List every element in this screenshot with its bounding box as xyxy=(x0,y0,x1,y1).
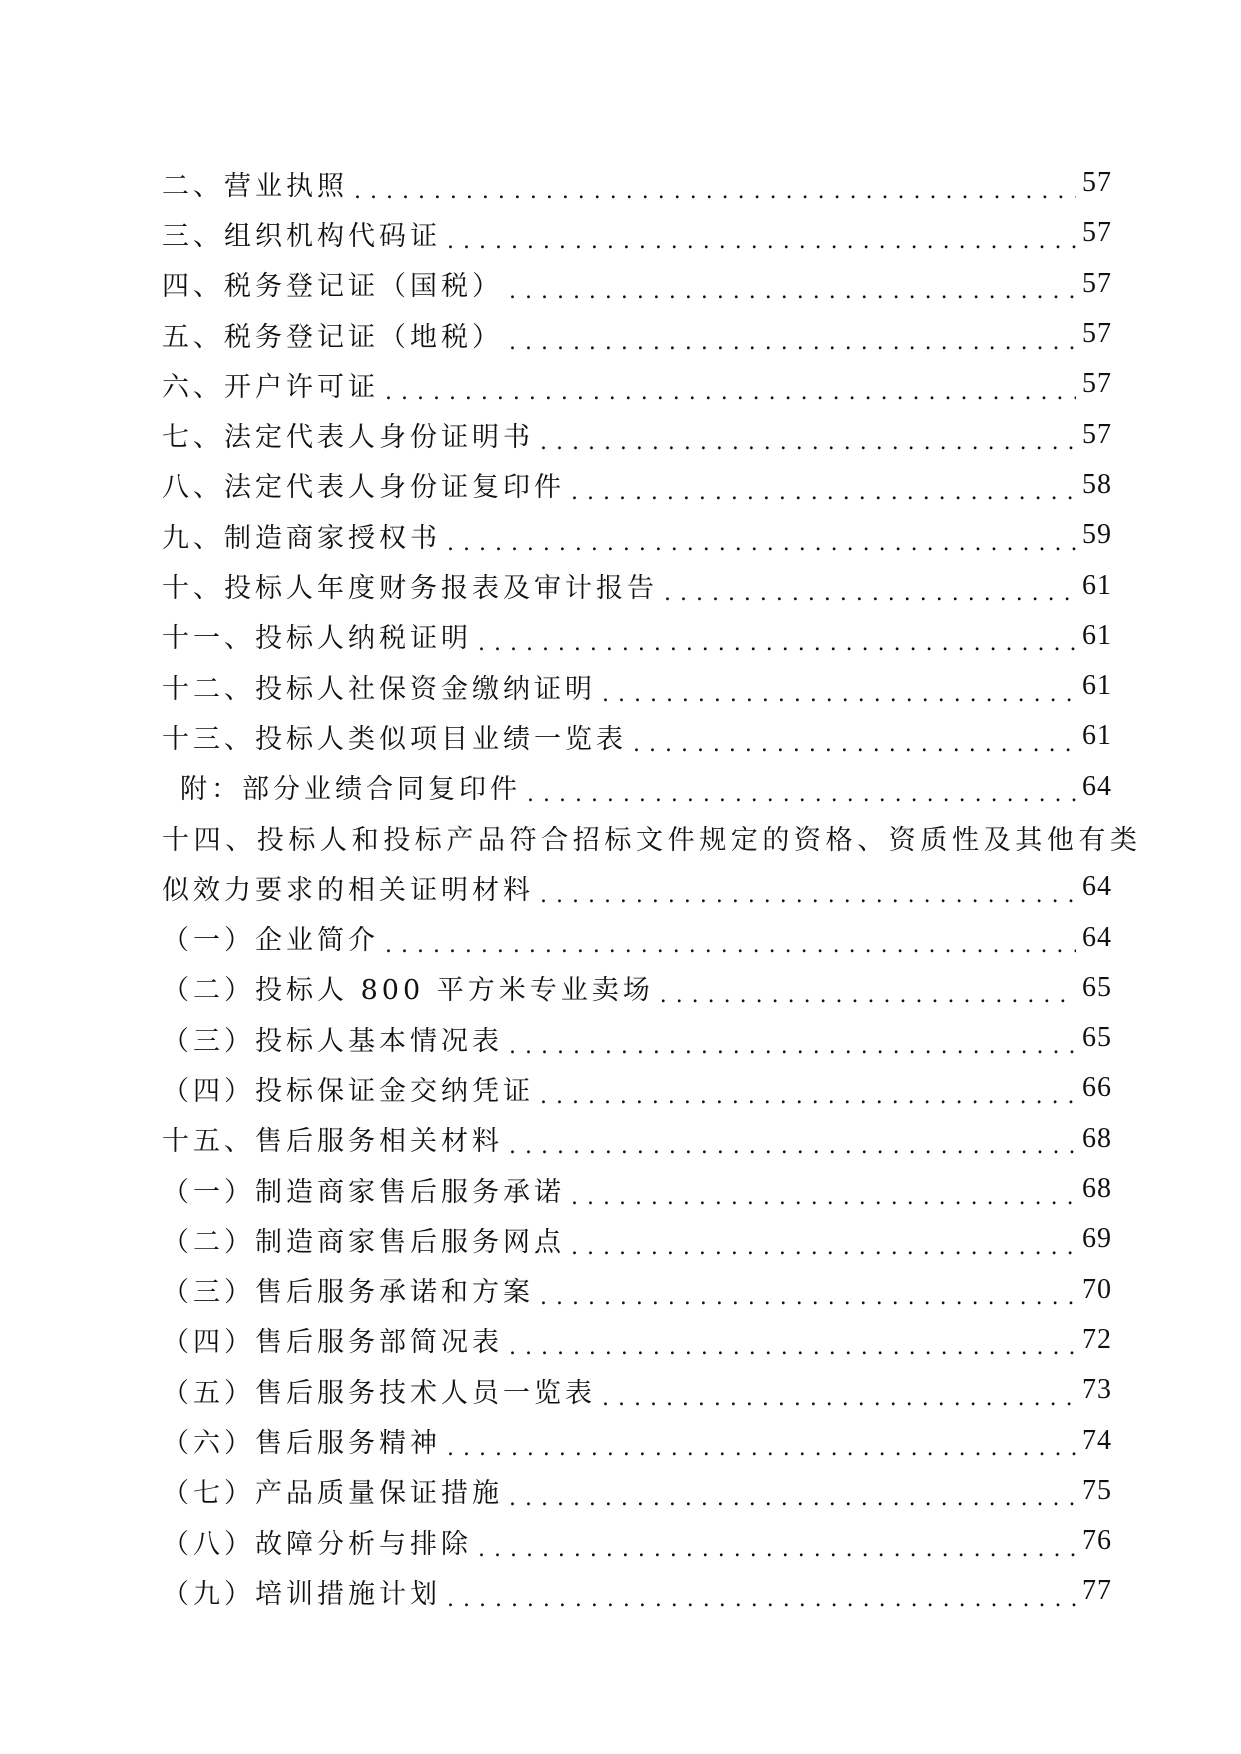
toc-leader-dots xyxy=(540,425,1076,456)
toc-entry-title: （七）产品质量保证措施 xyxy=(162,1478,503,1510)
toc-entry-page: 57 xyxy=(1082,368,1112,400)
toc-entry-page: 65 xyxy=(1082,971,1112,1003)
toc-leader-dots xyxy=(509,1330,1076,1361)
toc-entry[interactable] xyxy=(162,1265,1112,1315)
toc-entry-title: （一）制造商家售后服务承诺 xyxy=(162,1176,565,1208)
toc-entry[interactable] xyxy=(162,359,1112,409)
toc-entry-page: 72 xyxy=(1082,1323,1112,1355)
toc-leader-dots xyxy=(447,224,1076,255)
toc-entry-page: 59 xyxy=(1082,519,1112,551)
toc-entry-title: （一）企业简介 xyxy=(162,925,379,957)
toc-entry[interactable] xyxy=(162,1114,1112,1164)
toc-entry[interactable] xyxy=(162,409,1112,459)
toc-entry-title: 似效力要求的相关证明材料 xyxy=(162,874,534,906)
toc-entry-title: （六）售后服务精神 xyxy=(162,1428,441,1460)
toc-entry-title: 三、组织机构代码证 xyxy=(162,220,441,252)
toc-entry[interactable] xyxy=(162,1566,1112,1616)
toc-entry-title: 附：部分业绩合同复印件 xyxy=(180,774,521,806)
toc-entry[interactable] xyxy=(162,963,1112,1013)
toc-leader-dots xyxy=(571,475,1076,506)
toc-leader-dots xyxy=(447,1582,1076,1613)
toc-entry-page: 64 xyxy=(1082,770,1112,802)
table-of-contents xyxy=(162,158,1142,1617)
toc-entry[interactable] xyxy=(162,1415,1112,1465)
toc-entry-page: 57 xyxy=(1082,217,1112,249)
toc-entry-page: 64 xyxy=(1082,871,1112,903)
toc-entry[interactable] xyxy=(162,1315,1112,1365)
toc-entry[interactable] xyxy=(162,460,1112,510)
toc-entry-title: 十二、投标人社保资金缴纳证明 xyxy=(162,673,596,705)
toc-entry-page: 75 xyxy=(1082,1474,1112,1506)
toc-entry-title: 十三、投标人类似项目业绩一览表 xyxy=(162,723,627,755)
toc-entry-title: （八）故障分析与排除 xyxy=(162,1528,472,1560)
toc-entry-title: （二）投标人 800 平方米专业卖场 xyxy=(162,975,654,1007)
toc-entry[interactable] xyxy=(162,1365,1112,1415)
toc-entry[interactable] xyxy=(162,711,1112,761)
toc-leader-dots xyxy=(509,1129,1076,1160)
toc-entry[interactable] xyxy=(162,1466,1112,1516)
toc-entry[interactable] xyxy=(162,1013,1112,1063)
toc-leader-dots xyxy=(385,928,1076,959)
toc-entry-page: 68 xyxy=(1082,1122,1112,1154)
toc-entry[interactable] xyxy=(162,208,1112,258)
toc-entry-title: 四、税务登记证（国税） xyxy=(162,271,503,303)
toc-entry-title: 二、营业执照 xyxy=(162,170,348,202)
toc-entry[interactable] xyxy=(162,259,1112,309)
toc-entry[interactable] xyxy=(162,661,1112,711)
toc-leader-dots xyxy=(540,878,1076,909)
toc-entry-title: 十一、投标人纳税证明 xyxy=(162,623,472,655)
toc-entry-page: 61 xyxy=(1082,720,1112,752)
toc-entry[interactable] xyxy=(162,560,1112,610)
toc-entry[interactable] xyxy=(162,309,1112,359)
toc-entry-title: 十五、售后服务相关材料 xyxy=(162,1126,503,1158)
toc-leader-dots xyxy=(571,1230,1076,1261)
toc-entry[interactable] xyxy=(162,1516,1112,1566)
toc-entry[interactable] xyxy=(162,158,1112,208)
toc-entry-page: 77 xyxy=(1082,1575,1112,1607)
toc-entry[interactable] xyxy=(162,862,1112,912)
toc-entry-page: 57 xyxy=(1082,267,1112,299)
toc-leader-dots xyxy=(633,727,1076,758)
toc-entry-title: 五、税务登记证（地税） xyxy=(162,321,503,353)
toc-entry-title: （二）制造商家售后服务网点 xyxy=(162,1226,565,1258)
toc-entry-page: 57 xyxy=(1082,167,1112,199)
toc-entry-title: （九）培训措施计划 xyxy=(162,1578,441,1610)
toc-entry[interactable] xyxy=(162,1063,1112,1113)
toc-entry[interactable] xyxy=(162,510,1112,560)
toc-entry-title: （三）投标人基本情况表 xyxy=(162,1025,503,1057)
toc-leader-dots xyxy=(664,576,1076,607)
toc-entry-page: 73 xyxy=(1082,1374,1112,1406)
toc-entry[interactable] xyxy=(162,762,1112,812)
toc-leader-dots xyxy=(447,1431,1076,1462)
toc-leader-dots xyxy=(602,1381,1076,1412)
toc-entry-page: 70 xyxy=(1082,1273,1112,1305)
toc-entry-page: 68 xyxy=(1082,1173,1112,1205)
toc-entry-page: 61 xyxy=(1082,619,1112,651)
toc-entry-title: 六、开户许可证 xyxy=(162,371,379,403)
toc-entry-title: 十、投标人年度财务报表及审计报告 xyxy=(162,573,658,605)
toc-leader-dots xyxy=(385,375,1076,406)
toc-leader-dots xyxy=(509,325,1076,356)
toc-entry-page: 61 xyxy=(1082,670,1112,702)
toc-entry-page: 64 xyxy=(1082,921,1112,953)
toc-entry-page: 76 xyxy=(1082,1525,1112,1557)
toc-entry-page: 65 xyxy=(1082,1022,1112,1054)
toc-entry-page: 69 xyxy=(1082,1223,1112,1255)
toc-entry-page: 57 xyxy=(1082,418,1112,450)
toc-entry[interactable] xyxy=(162,812,1142,862)
toc-leader-dots xyxy=(509,1481,1076,1512)
toc-leader-dots xyxy=(540,1079,1076,1110)
toc-entry-title: （五）售后服务技术人员一览表 xyxy=(162,1377,596,1409)
toc-leader-dots xyxy=(527,777,1076,808)
toc-leader-dots xyxy=(354,174,1076,205)
toc-entry-page: 58 xyxy=(1082,468,1112,500)
toc-leader-dots xyxy=(602,677,1076,708)
toc-entry[interactable] xyxy=(162,1164,1112,1214)
toc-leader-dots xyxy=(540,1280,1076,1311)
toc-entry[interactable] xyxy=(162,1214,1112,1264)
toc-leader-dots xyxy=(478,626,1076,657)
toc-leader-dots xyxy=(447,526,1076,557)
toc-entry-title: （四）投标保证金交纳凭证 xyxy=(162,1075,534,1107)
toc-leader-dots xyxy=(509,1029,1076,1060)
toc-leader-dots xyxy=(478,1532,1076,1563)
toc-entry-title: （四）售后服务部简况表 xyxy=(162,1327,503,1359)
toc-entry-page: 61 xyxy=(1082,569,1112,601)
toc-entry-title: （三）售后服务承诺和方案 xyxy=(162,1277,534,1309)
toc-leader-dots xyxy=(509,274,1076,305)
toc-entry-page: 66 xyxy=(1082,1072,1112,1104)
toc-leader-dots xyxy=(571,1180,1076,1211)
toc-entry-page: 57 xyxy=(1082,318,1112,350)
toc-entry-page: 74 xyxy=(1082,1424,1112,1456)
toc-entry-title: 九、制造商家授权书 xyxy=(162,522,441,554)
toc-entry-title: 七、法定代表人身份证明书 xyxy=(162,422,534,454)
toc-entry-title: 十四、投标人和投标产品符合招标文件规定的资格、资质性及其他有类 xyxy=(162,824,1142,856)
toc-entry[interactable] xyxy=(162,912,1112,962)
toc-entry[interactable] xyxy=(162,611,1112,661)
toc-leader-dots xyxy=(660,978,1076,1009)
toc-entry-title: 八、法定代表人身份证复印件 xyxy=(162,472,565,504)
